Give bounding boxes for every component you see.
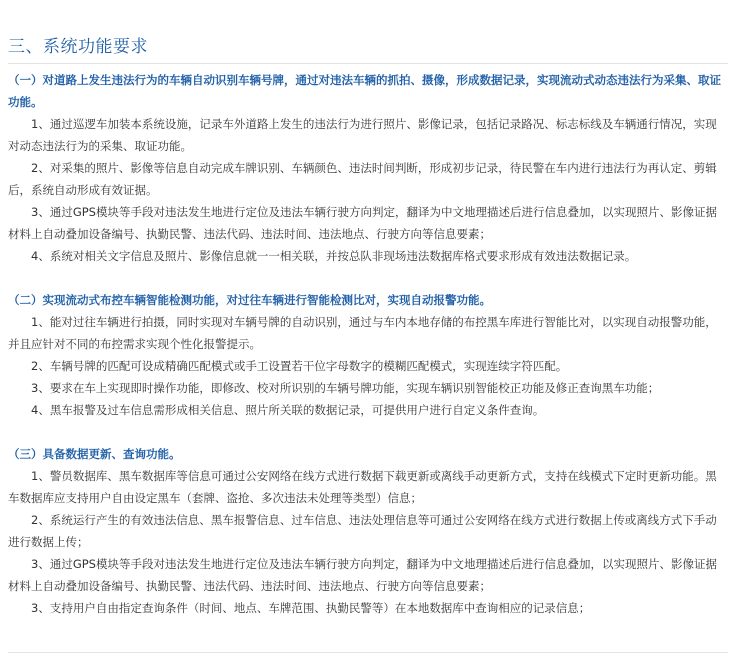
paragraph: 1、能对过往车辆进行拍摄，同时实现对车辆号牌的自动识别，通过与车内本地存储的布控黑车库进行智能比对，以实现自动报警功能，并且应针对不同的布控需求实现个性化报警提示。 [8, 315, 717, 351]
paragraph: 4、系统对相关文字信息及照片、影像信息就一一相关联，并按总队非现场违法数据库格式要求形成有效违法数据记录。 [31, 249, 637, 263]
paragraph: 4、黑车报警及过车信息需形成相关信息、照片所关联的数据记录，可提供用户进行自定义条件查询。 [31, 403, 545, 417]
section-3 [8, 443, 728, 619]
paragraph: 3、通过GPS模块等手段对违法发生地进行定位及违法车辆行驶方向判定，翻译为中文地理描述后进行信息叠加，以实现照片、影像证据材料上自动叠加设备编号、执勤民警、违法代码、违法时间、违法地点、行驶方向等信息要素； [8, 557, 717, 593]
title-bar [8, 0, 728, 64]
section-2 [8, 289, 728, 421]
section-heading: （一）对道路上发生违法行为的车辆自动识别车辆号牌，通过对违法车辆的抓拍、摄像，形成数据记录，实现流动式动态违法行为采集、取证功能。 [8, 73, 721, 109]
section-1 [8, 69, 728, 267]
paragraph: 3、通过GPS模块等手段对违法发生地进行定位及违法车辆行驶方向判定，翻译为中文地理描述后进行信息叠加，以实现照片、影像证据材料上自动叠加设备编号、执勤民警、违法代码、违法时间、违法地点、行驶方向等信息要素； [8, 205, 717, 241]
section-heading: （三）具备数据更新、查询功能。 [8, 447, 181, 461]
paragraph: 3、支持用户自由指定查询条件（时间、地点、车牌范围、执勤民警等）在本地数据库中查询相应的记录信息； [31, 601, 591, 615]
section-heading: （二）实现流动式布控车辆智能检测功能，对过往车辆进行智能检测比对，实现自动报警功能。 [8, 293, 491, 307]
paragraph: 2、系统运行产生的有效违法信息、黑车报警信息、过车信息、违法处理信息等可通过公安网络在线方式进行数据上传或离线方式下手动进行数据上传； [8, 513, 717, 549]
paragraph: 2、对采集的照片、影像等信息自动完成车牌识别、车辆颜色、违法时间判断，形成初步记录，待民警在车内进行违法行为再认定、剪辑后，系统自动形成有效证据。 [8, 161, 717, 197]
paragraph: 2、车辆号牌的匹配可设成精确匹配模式或手工设置若干位字母数字的模糊匹配模式，实现连续字符匹配。 [31, 359, 568, 373]
paragraph: 3、要求在车上实现即时操作功能，即修改、校对所识别的车辆号牌功能，实现车辆识别智能校正功能及修正查询黑车功能； [31, 381, 660, 395]
document-body [8, 64, 728, 619]
page-title: 三、系统功能要求 [8, 37, 148, 57]
bottom-divider [8, 652, 728, 653]
paragraph: 1、警员数据库、黑车数据库等信息可通过公安网络在线方式进行数据下载更新或离线手动更新方式，支持在线模式下定时更新功能。黑车数据库应支持用户自由设定黑车（套牌、盗抢、多次违法未处理等类型）信息； [8, 469, 717, 505]
paragraph: 1、通过巡逻车加装本系统设施，记录车外道路上发生的违法行为进行照片、影像记录，包括记录路况、标志标线及车辆通行情况，实现对动态违法行为的采集、取证功能。 [8, 117, 717, 153]
